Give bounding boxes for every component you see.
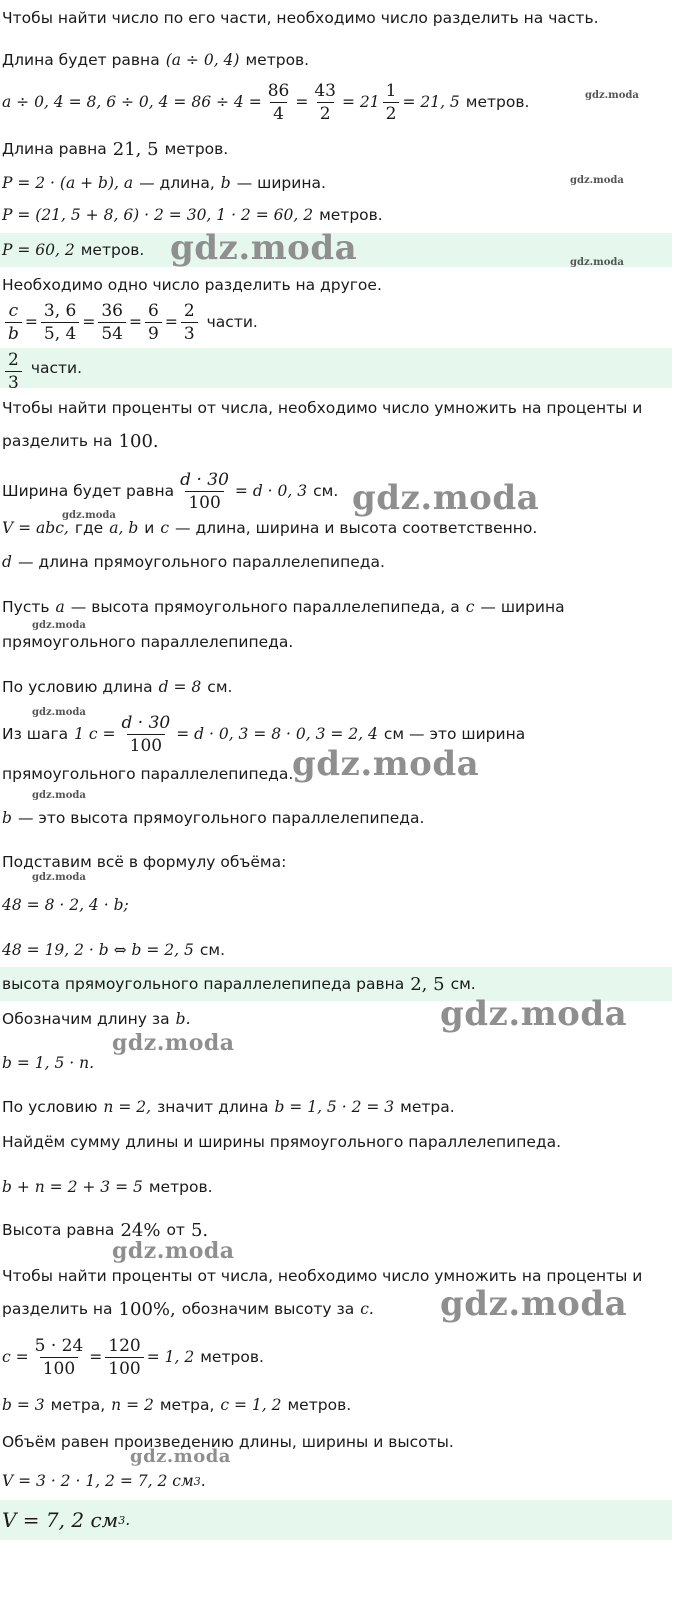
math: 48 = 8 · 2, 4 · b; — [2, 896, 129, 914]
text: — ширина — [480, 598, 565, 616]
text-line — [0, 426, 672, 456]
math: V = abc, — [2, 519, 69, 537]
text-line — [0, 593, 672, 621]
text: см. — [207, 678, 233, 696]
watermark-small: gdz.moda — [62, 510, 116, 521]
math: = 1, 2 — [146, 1348, 195, 1366]
fraction — [98, 300, 126, 345]
math: = — [295, 93, 309, 111]
math: n = 2, — [103, 1098, 152, 1116]
numerator: 6 — [147, 300, 159, 321]
text: метров. — [319, 206, 383, 224]
math: 48 = 19, 2 · b ⇔ b = 2, 5 — [2, 941, 194, 959]
text-line — [0, 548, 672, 576]
text: значит длина — [157, 1098, 269, 1116]
text: метров. — [200, 1348, 264, 1366]
text: Длина равна — [2, 140, 107, 158]
denominator: 3 — [5, 371, 22, 389]
formula-line — [0, 1172, 672, 1202]
denominator: 2 — [317, 102, 334, 125]
math: 24% — [120, 1219, 161, 1241]
watermark-small: gdz.moda — [32, 790, 86, 801]
math: a — [55, 598, 65, 616]
text-line — [0, 1390, 672, 1420]
math: = 21 — [341, 93, 380, 111]
fraction — [177, 469, 232, 514]
math: 100. — [118, 430, 159, 452]
text: метров. — [148, 1178, 213, 1196]
watermark-small: gdz.moda — [32, 707, 86, 718]
text-line — [0, 804, 672, 832]
numerator: 3, 6 — [43, 300, 77, 321]
text: где — [74, 519, 104, 537]
text: По условию — [2, 1098, 98, 1116]
math: a ÷ 0, 4 = 8, 6 ÷ 0, 4 = 86 ÷ 4 = — [2, 93, 262, 111]
numerator: 2 — [183, 300, 195, 321]
math: V = 3 · 2 · 1, 2 = 7, 2 см — [2, 1472, 194, 1490]
text-line — [0, 1216, 672, 1244]
text-line — [0, 272, 672, 298]
watermark-logo: gdz.moda — [440, 1284, 628, 1324]
math: d — [2, 553, 12, 571]
fraction — [383, 80, 400, 125]
math: b = 1, 5 · 2 = 3 — [274, 1098, 395, 1116]
text: метра, — [159, 1396, 215, 1414]
formula-line — [0, 298, 672, 346]
denominator: 4 — [270, 102, 287, 125]
numerator: 2 — [8, 349, 19, 370]
formula-line — [0, 1466, 672, 1496]
text: Длина будет равна — [2, 51, 160, 69]
numerator: d · 30 — [121, 712, 171, 733]
formula-line — [0, 1048, 672, 1078]
text-line — [0, 1428, 672, 1456]
text: и — [144, 519, 155, 537]
text: см. — [199, 941, 226, 959]
math: d = 8 — [158, 678, 202, 696]
text-line — [0, 628, 672, 656]
numerator: 36 — [101, 300, 123, 321]
math: = — [82, 313, 96, 331]
watermark-logo: gdz.moda — [170, 228, 358, 268]
text-line — [0, 46, 672, 74]
math: . — [200, 1472, 206, 1490]
denominator: 3 — [181, 322, 198, 345]
text-line — [0, 673, 672, 701]
text: Обозначим длину за — [2, 1010, 170, 1028]
denominator: 100 — [40, 1357, 78, 1380]
math: c — [465, 598, 475, 616]
math: b — [220, 174, 231, 192]
math: 21, 5 — [112, 138, 159, 160]
math: 100%, — [118, 1298, 176, 1320]
fraction — [41, 300, 79, 345]
watermark-small: gdz.moda — [32, 872, 86, 883]
math: = — [89, 1348, 103, 1366]
text-line — [0, 848, 672, 876]
math: = d · 0, 3 = 8 · 0, 3 = 2, 4 — [176, 725, 378, 743]
text: метров. — [287, 1396, 352, 1414]
superscript: 3 — [193, 1474, 201, 1488]
math: = 21, 5 — [402, 93, 460, 111]
math: 5. — [190, 1219, 209, 1241]
numerator: c — [8, 300, 19, 321]
text: Подставим всё в формулу объёма: — [2, 853, 287, 871]
text: Объём равен произведению длины, ширины и высоты. — [2, 1433, 454, 1451]
text: — длина прямоугольного параллелепипеда. — [17, 553, 385, 571]
fraction — [265, 80, 293, 125]
math: b = 1, 5 · n. — [2, 1054, 95, 1072]
text: метров. — [245, 51, 310, 69]
text: По условию длина — [2, 678, 153, 696]
denominator: b — [5, 322, 22, 345]
fraction — [105, 1335, 143, 1380]
text-line — [0, 4, 672, 32]
answer-highlight — [0, 348, 672, 388]
denominator: 100 — [185, 491, 223, 514]
denominator: 100 — [127, 734, 165, 757]
watermark-logo: gdz.moda — [292, 744, 480, 784]
text-line — [0, 394, 672, 422]
text: — это высота прямоугольного параллелепипеда. — [17, 809, 425, 827]
math: c — [160, 519, 170, 537]
text: прямоугольного параллелепипеда. — [2, 633, 294, 651]
numerator: d · 30 — [180, 469, 229, 490]
text: — длина, ширина и высота соответственно. — [175, 519, 538, 537]
text: разделить на — [2, 1300, 113, 1318]
text: Чтобы найти проценты от числа, необходимо число умножить на проценты и — [2, 1267, 643, 1285]
math: c. — [360, 1300, 374, 1318]
math: n = 2 — [111, 1396, 154, 1414]
fraction — [32, 1335, 87, 1380]
text: Найдём сумму длины и ширины прямоугольного параллелепипеда. — [2, 1133, 562, 1151]
math: = — [164, 313, 178, 331]
text: — высота прямоугольного параллелепипеда, а — [70, 598, 460, 616]
formula-line — [0, 200, 672, 230]
fraction — [181, 300, 198, 345]
text: метра. — [400, 1098, 455, 1116]
text: см. — [450, 975, 476, 993]
math: V = 7, 2 см — [2, 1508, 119, 1532]
text: Чтобы найти число по его части, необходимо число разделить на часть. — [2, 9, 599, 27]
text: разделить на — [2, 432, 113, 450]
watermark-small: gdz.moda — [570, 175, 624, 186]
math: 1 c = — [74, 725, 116, 743]
denominator: 9 — [145, 322, 162, 345]
math: P = 2 · (a + b), a — [2, 174, 134, 192]
formula-line — [0, 76, 672, 128]
watermark-logo: gdz.moda — [112, 1238, 235, 1264]
math: b — [2, 809, 12, 827]
text: метра, — [50, 1396, 106, 1414]
text: см. — [313, 482, 339, 500]
text: Из шага — [2, 725, 69, 743]
math: = — [128, 313, 142, 331]
math: P = 60, 2 — [2, 241, 75, 259]
numerator: 120 — [108, 1335, 141, 1356]
math: . — [125, 1511, 131, 1529]
watermark-small: gdz.moda — [585, 90, 639, 101]
text: части. — [206, 313, 258, 331]
fraction — [145, 300, 162, 345]
watermark-small: gdz.moda — [570, 257, 624, 268]
formula-line — [0, 935, 672, 965]
text: Ширина будет равна — [2, 482, 175, 500]
text: обозначим высоту за — [181, 1300, 355, 1318]
text-line — [0, 1093, 672, 1121]
text: Необходимо одно число разделить на другое. — [2, 276, 382, 294]
text: Пусть — [2, 598, 50, 616]
answer-highlight — [0, 1500, 672, 1540]
superscript: 3 — [118, 1513, 126, 1527]
watermark-small: gdz.moda — [32, 620, 86, 631]
watermark-logo: gdz.moda — [112, 1030, 235, 1056]
text-line — [0, 1128, 672, 1156]
numerator: 5 · 24 — [34, 1335, 84, 1356]
math: (a ÷ 0, 4) — [165, 51, 240, 69]
math: P = (21, 5 + 8, 6) · 2 = 30, 1 · 2 = 60, 2 — [2, 206, 314, 224]
text: части. — [30, 359, 83, 377]
math: a, b — [109, 519, 139, 537]
numerator: 86 — [267, 80, 290, 101]
text: метров. — [164, 140, 229, 158]
text: — ширина. — [236, 174, 326, 192]
text: высота прямоугольного параллелепипеда равна — [2, 975, 405, 993]
text-line — [0, 135, 672, 163]
numerator: 1 — [385, 80, 397, 101]
text: метров. — [80, 241, 145, 259]
fraction — [5, 300, 22, 345]
math: = — [24, 313, 38, 331]
fraction — [118, 712, 173, 757]
math: b + n = 2 + 3 = 5 — [2, 1178, 143, 1196]
text: прямоугольного параллелепипеда. — [2, 765, 294, 783]
denominator: 100 — [105, 1357, 143, 1380]
denominator: 2 — [383, 102, 400, 125]
watermark-logo: gdz.moda — [352, 478, 540, 518]
text: Высота равна — [2, 1221, 115, 1239]
math: c = — [2, 1348, 29, 1366]
watermark-logo: gdz.moda — [440, 994, 628, 1034]
math: 2, 5 — [410, 973, 445, 995]
math: c = 1, 2 — [220, 1396, 282, 1414]
math: b = 3 — [2, 1396, 45, 1414]
fraction — [311, 80, 339, 125]
text: — длина, — [139, 174, 215, 192]
math: = d · 0, 3 — [234, 482, 308, 500]
text: Чтобы найти проценты от числа, необходимо число умножить на проценты и — [2, 399, 643, 417]
formula-line — [0, 466, 672, 516]
fraction — [5, 349, 22, 389]
watermark-logo: gdz.moda — [130, 1446, 231, 1467]
formula-line — [0, 890, 672, 920]
numerator: 43 — [314, 80, 336, 101]
denominator: 54 — [98, 322, 126, 345]
formula-line — [0, 1332, 672, 1382]
text: метров. — [465, 93, 530, 111]
denominator: 5, 4 — [41, 322, 79, 345]
math: b. — [175, 1010, 191, 1028]
text: от — [166, 1221, 185, 1239]
text: см — это ширина — [383, 725, 526, 743]
